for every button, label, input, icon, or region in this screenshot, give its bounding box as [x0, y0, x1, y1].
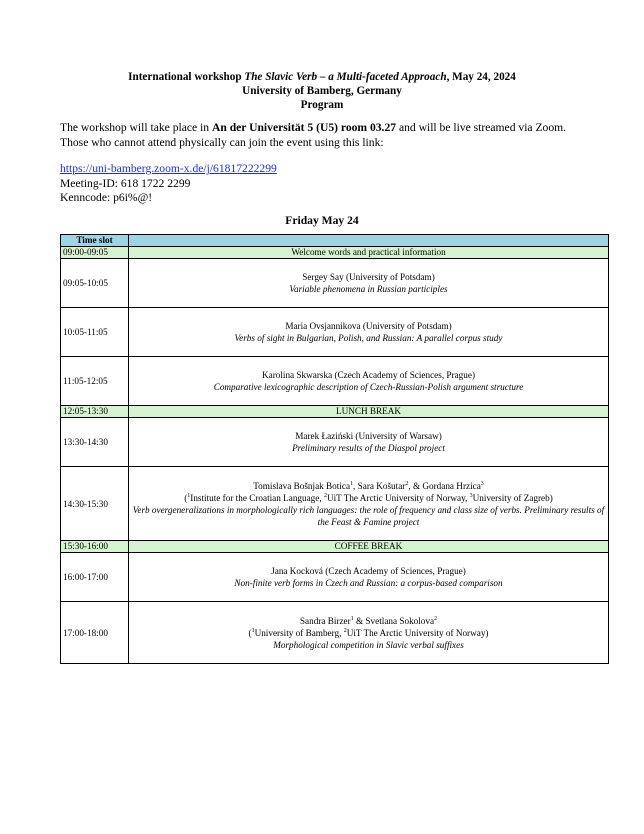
- program-table: [60, 234, 609, 664]
- table-row: 16:00-17:00 Jana Kocková (Czech Academy of Sciences, Prague) Non-finite verb forms in Czech and Russian: a corpus-based comparison: [61, 553, 609, 602]
- workshop-title: The Slavic Verb – a Multi-faceted Approach: [244, 71, 447, 83]
- speaker: Tomislava Bošnjak Botica$^1$, Sara Košutar$^2$, & Gordana Hrzica$^3$: [253, 480, 484, 491]
- speaker: Sandra Birzer$^1$ & Svetlana Sokolova$^2$: [299, 615, 438, 626]
- zoom-link[interactable]: https://uni-bamberg.zoom-x.de/j/61817222299: [60, 162, 277, 175]
- speaker: Karolina Skwarska (Czech Academy of Sciences, Prague): [261, 370, 476, 380]
- table-row: 10:05-11:05 Maria Ovsjannikova (University of Potsdam) Verbs of sight in Bulgarian, Polish, and Russian: A parallel corpus study: [61, 308, 609, 357]
- time-slot-header: Time slot: [61, 235, 129, 247]
- speaker: Marek Łaziński (University of Warsaw): [295, 431, 442, 441]
- table-row: 13:30-14:30 Marek Łaziński (University of Warsaw) Preliminary results of the Diaspol project: [61, 418, 609, 467]
- talk-title: Preliminary results of the Diaspol project: [292, 443, 445, 453]
- venue: An der Universität 5 (U5) room 03.27: [211, 121, 397, 134]
- university-line: University of Bamberg, Germany: [242, 85, 402, 97]
- speaker: Maria Ovsjannikova (University of Potsdam): [285, 321, 452, 331]
- intro-paragraph: The workshop will take place in An der Universität 5 (U5) room 03.27 and will be live streamed via Zoom. Those who cannot attend physically can join the event using this link:: [60, 121, 567, 149]
- speaker: Sergey Say (University of Potsdam): [302, 272, 435, 282]
- kenncode: Kenncode: p6i%@!: [60, 191, 153, 205]
- talk-title: Verb overgeneralizations in morphologically rich languages: the role of frequency and class size of verbs. Preliminary results of the Feast & Famine project: [132, 504, 605, 527]
- day-title: Friday May 24: [285, 214, 359, 227]
- workshop-title-line: International workshop The Slavic Verb – a Multi-faceted Approach, May 24, 2024: [128, 71, 516, 83]
- table-header-row: [61, 235, 609, 247]
- talk-title: Verbs of sight in Bulgarian, Polish, and Russian: A parallel corpus study: [234, 333, 503, 343]
- program-heading: Program: [300, 99, 344, 111]
- table-row: 14:30-15:30 Tomislava Bošnjak Botica$^1$, Sara Košutar$^2$, & Gordana Hrzica$^3$ ($^1$Institute for the Croatian Language, $^2$UiT The Arctic University of Norway, $^3$University of Zagreb) Verb overgeneralizations in morphologically rich languages: the role of frequency and class size of verbs. Preliminary results of the Feast & Famine project: [61, 467, 609, 541]
- table-row: 15:30-16:00 COFFEE BREAK: [61, 541, 609, 553]
- table-row: 12:05-13:30 LUNCH BREAK: [61, 406, 609, 418]
- table-row: 09:00-09:05 Welcome words and practical information: [61, 247, 609, 259]
- speaker: Jana Kocková (Czech Academy of Sciences, Prague): [271, 566, 466, 576]
- zoom-info: [60, 162, 460, 206]
- table-row: 17:00-18:00 Sandra Birzer$^1$ & Svetlana Sokolova$^2$ ($^1$University of Bamberg, $^2$UiT The Arctic University of Norway) Morphological competition in Slavic verbal suffixes: [61, 602, 609, 664]
- table-row: 09:05-10:05 Sergey Say (University of Potsdam) Variable phenomena in Russian participles: [61, 259, 609, 308]
- meeting-id: Meeting-ID: 618 1722 2299: [60, 176, 191, 190]
- talk-title: Morphological competition in Slavic verbal suffixes: [273, 639, 464, 650]
- document-header: [60, 70, 584, 112]
- affiliations: ($^1$Institute for the Croatian Language, $^2$UiT The Arctic University of Norway, $^3$University of Zagreb): [184, 492, 553, 503]
- talk-title: Variable phenomena in Russian participles: [289, 284, 448, 294]
- table-row: 11:05-12:05 Karolina Skwarska (Czech Academy of Sciences, Prague) Comparative lexicographic description of Czech-Russian-Polish argument structure: [61, 357, 609, 406]
- talk-title: Non-finite verb forms in Czech and Russian: a corpus-based comparison: [234, 578, 503, 588]
- header-blank-cell: [129, 235, 609, 247]
- affiliations: ($^1$University of Bamberg, $^2$UiT The Arctic University of Norway): [248, 627, 489, 638]
- talk-title: Comparative lexicographic description of Czech-Russian-Polish argument structure: [213, 382, 524, 392]
